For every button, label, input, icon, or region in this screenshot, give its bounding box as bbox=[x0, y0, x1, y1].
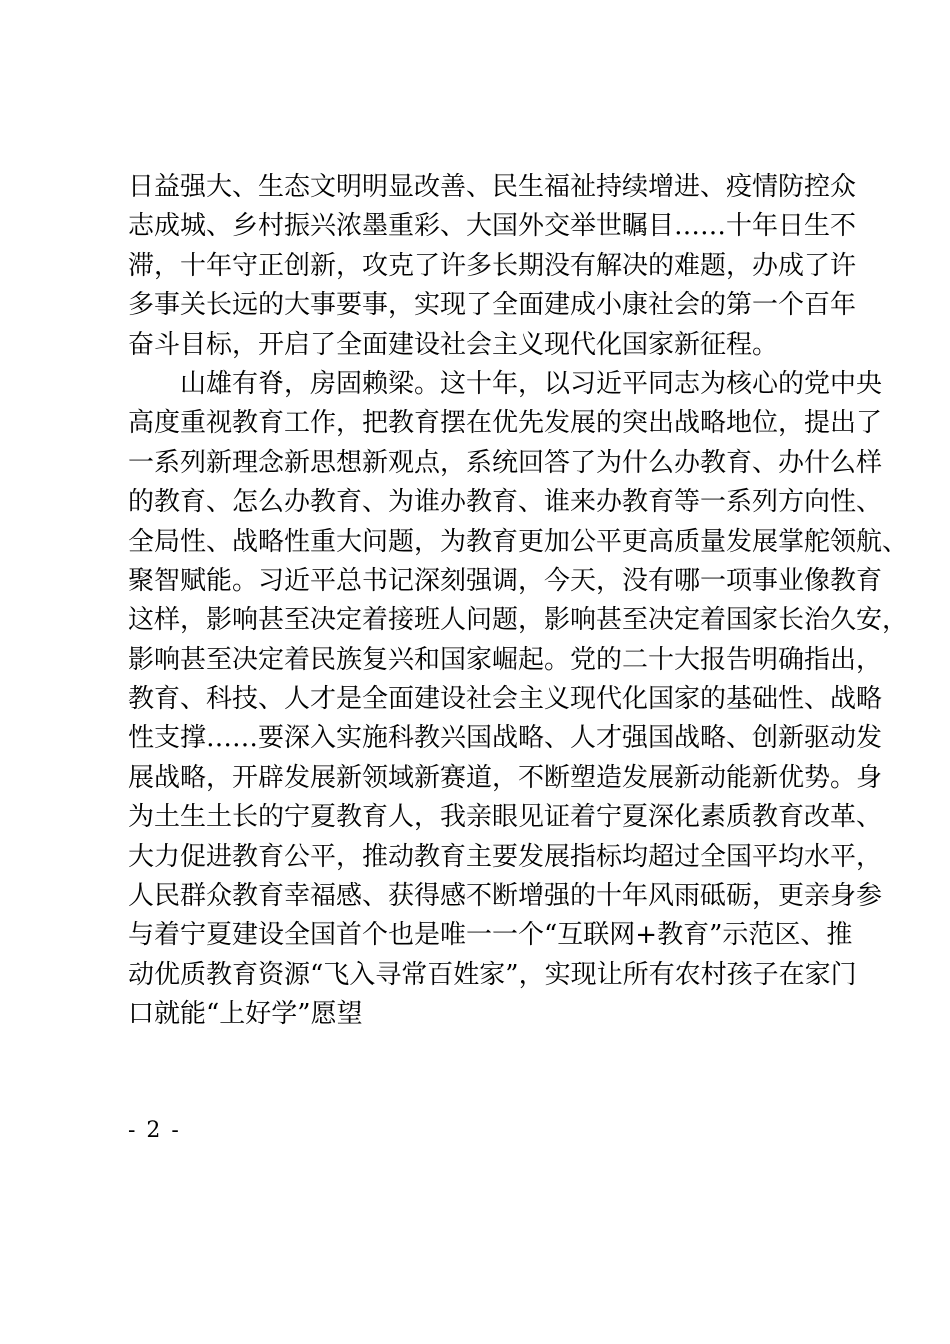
text-line: 口就能“上好学”愿望 bbox=[128, 999, 363, 1030]
text-line: 人民群众教育幸福感、获得感不断增强的十年风雨砥砺，更亲身参 bbox=[128, 881, 883, 912]
page-number: - 2 - bbox=[128, 1118, 181, 1143]
text-line: 多事关长远的大事要事，实现了全面建成小康社会的第一个百年 bbox=[128, 290, 857, 321]
text-line: 影响甚至决定着民族复兴和国家崛起。党的二十大报告明确指出， bbox=[128, 644, 883, 675]
text-line: 日益强大、生态文明明显改善、民生福祉持续增进、疫情防控众 bbox=[128, 172, 857, 202]
text-line: 志成城、乡村振兴浓墨重彩、大国外交举世瞩目……十年日生不 bbox=[128, 211, 857, 242]
text-line: 的教育、怎么办教育、为谁办教育、谁来办教育等一系列方向性、 bbox=[128, 487, 883, 518]
text-line: 大力促进教育公平，推动教育主要发展指标均超过全国平均水平， bbox=[128, 841, 883, 872]
text-line: 奋斗目标，开启了全面建设社会主义现代化国家新征程。 bbox=[128, 329, 779, 360]
text-line: 高度重视教育工作，把教育摆在优先发展的突出战略地位，提出了 bbox=[128, 408, 883, 439]
text-line: 聚智赋能。习近平总书记深刻强调，今天，没有哪一项事业像教育 bbox=[128, 565, 883, 596]
text-line: 展战略，开辟发展新领域新赛道，不断塑造发展新动能新优势。身 bbox=[128, 762, 883, 793]
text-line: 一系列新理念新思想新观点，系统回答了为什么办教育、办什么样 bbox=[128, 447, 883, 478]
text-line: 滞，十年守正创新，攻克了许多长期没有解决的难题，办成了许 bbox=[128, 250, 857, 281]
text-line: 全局性、战略性重大问题，为教育更加公平更高质量发展掌舵领航、 bbox=[128, 526, 909, 557]
text-line: 与着宁夏建设全国首个也是唯一一个“互联网+教育”示范区、推 bbox=[128, 920, 853, 951]
text-line: 为土生土长的宁夏教育人，我亲眼见证着宁夏深化素质教育改革、 bbox=[128, 802, 883, 833]
body-text bbox=[128, 168, 909, 1035]
text-line: 性支撑……要深入实施科教兴国战略、人才强国战略、创新驱动发 bbox=[128, 723, 883, 754]
text-line: 动优质教育资源“飞入寻常百姓家”，实现让所有农村孩子在家门 bbox=[128, 959, 857, 990]
text-line: 山雄有脊，房固赖梁。这十年，以习近平同志为核心的党中央 bbox=[180, 368, 883, 399]
text-line: 教育、科技、人才是全面建设社会主义现代化国家的基础性、战略 bbox=[128, 684, 883, 715]
text-line: 这样，影响甚至决定着接班人问题，影响甚至决定着国家长治久安， bbox=[128, 605, 909, 636]
